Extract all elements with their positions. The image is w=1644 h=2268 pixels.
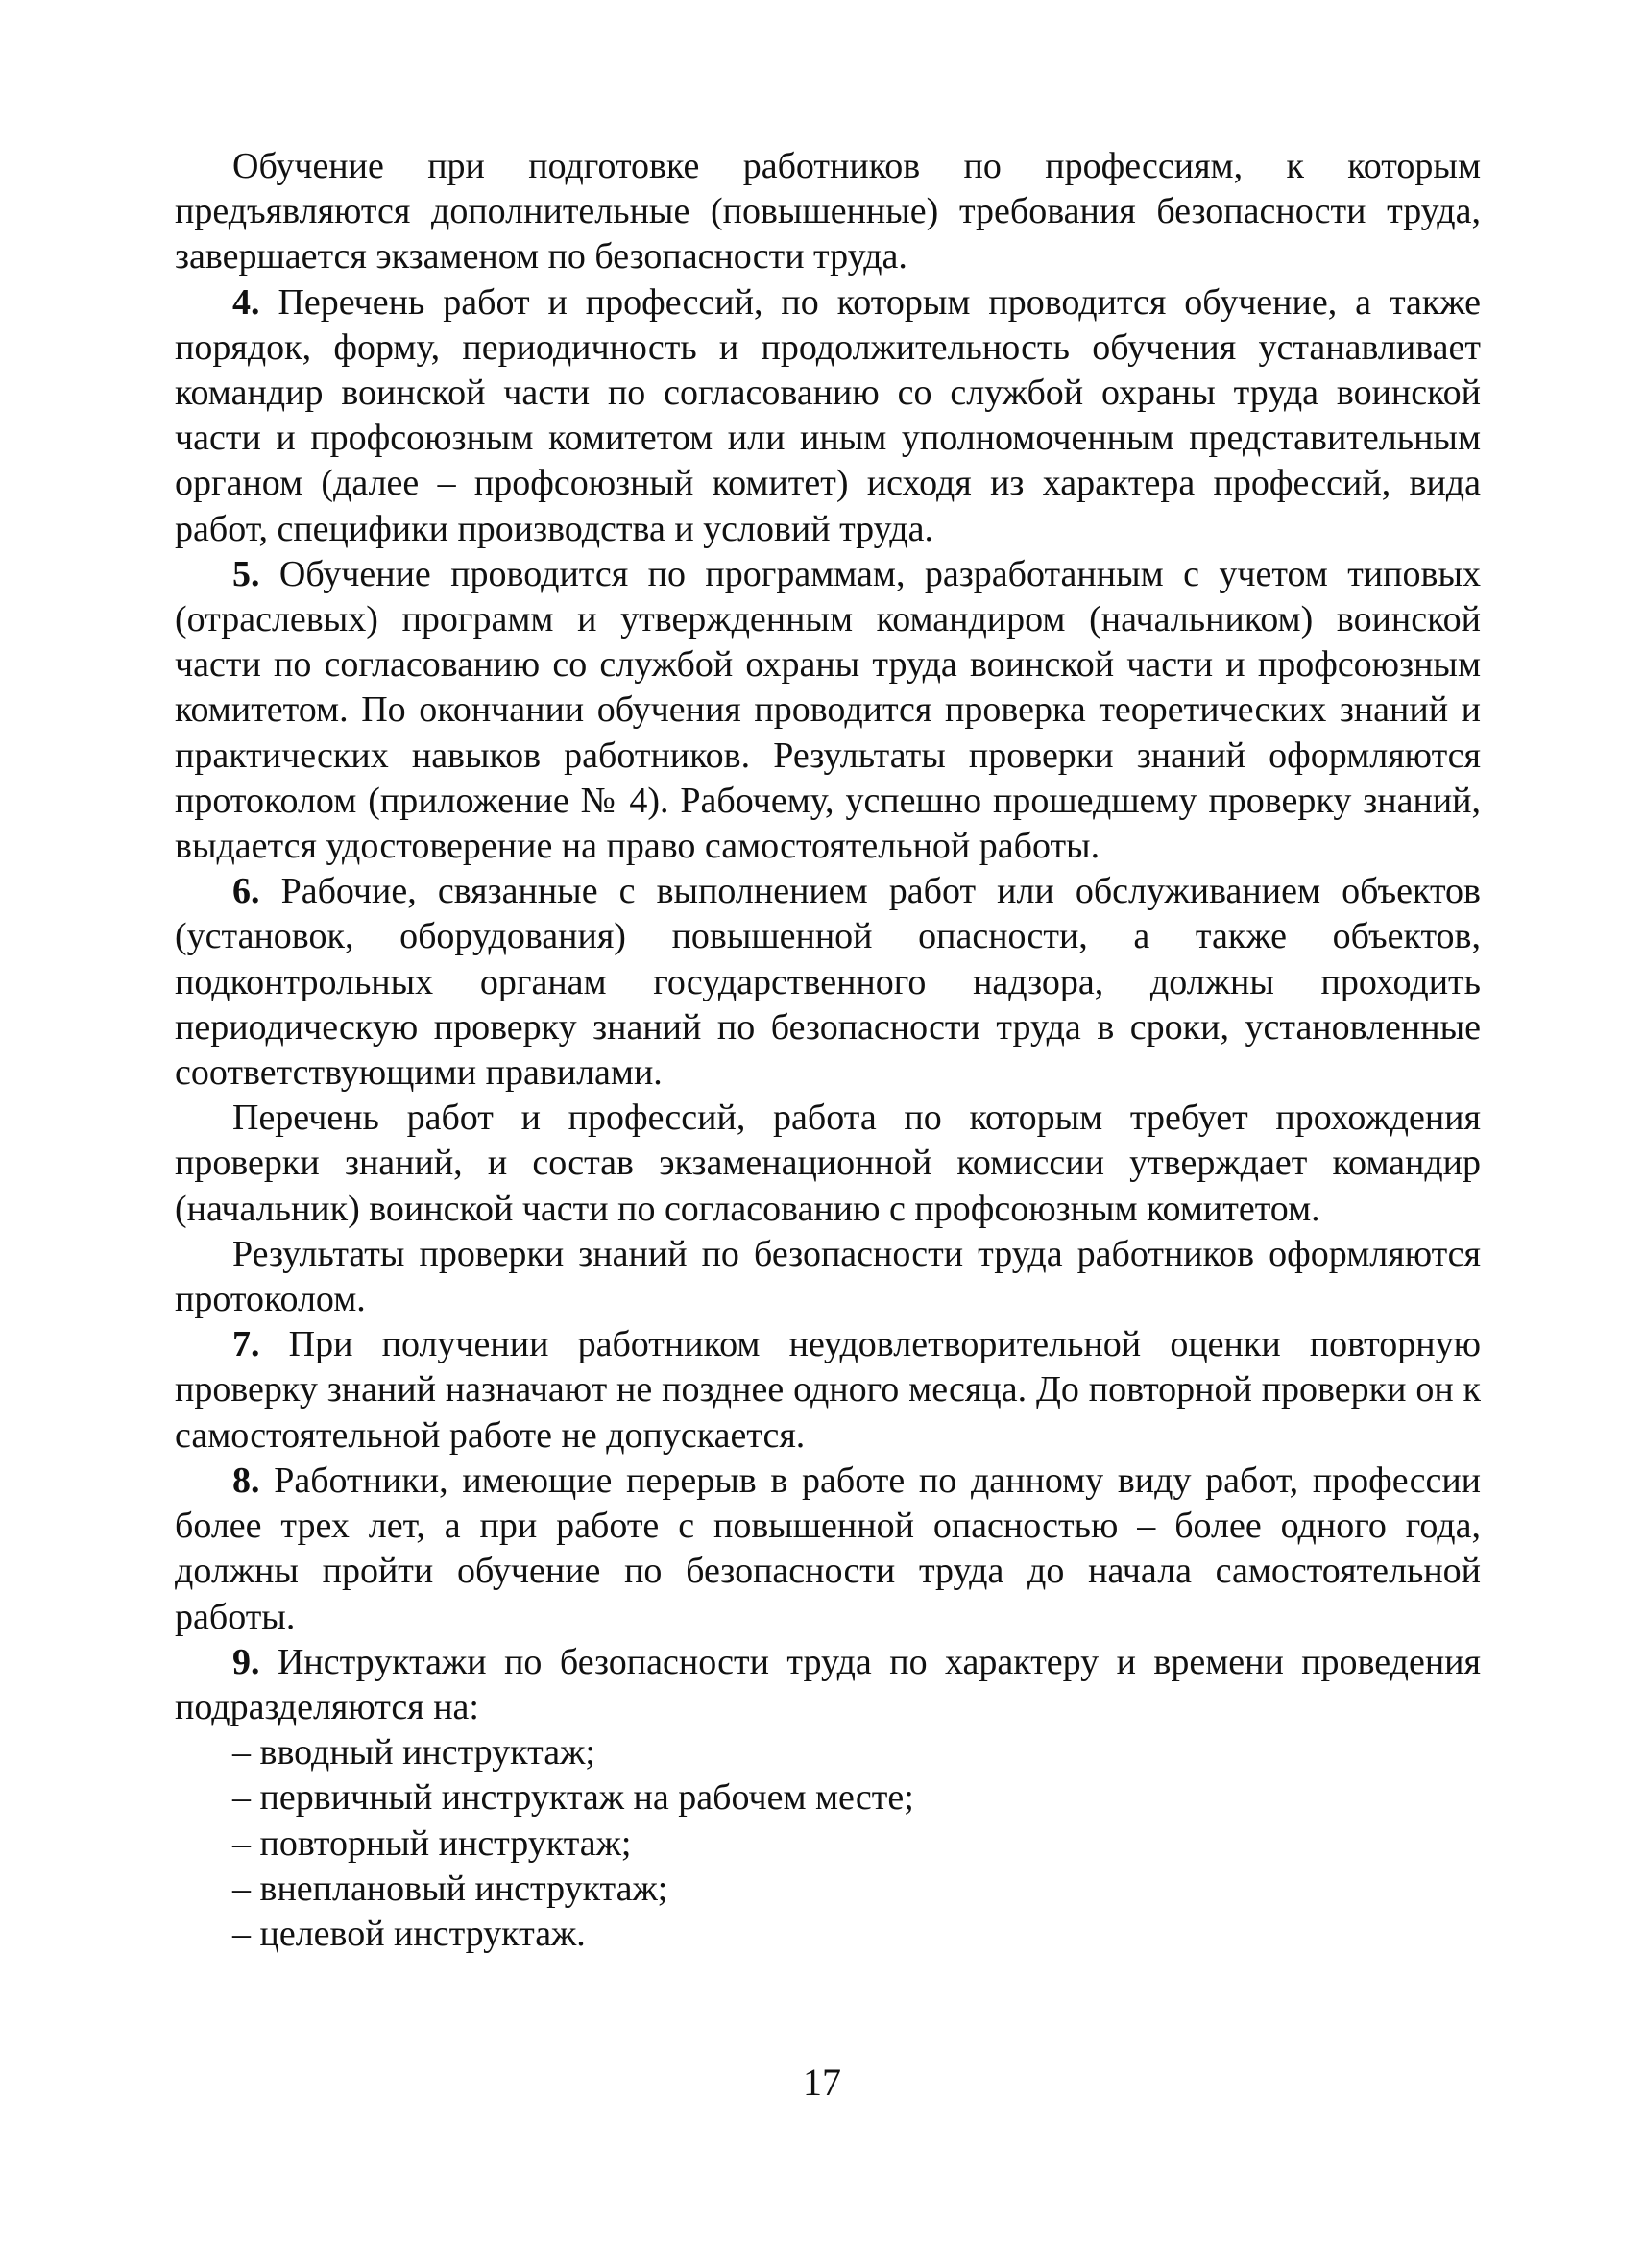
list-item: – повторный инструктаж; bbox=[232, 1822, 632, 1864]
paragraph-6 bbox=[175, 869, 1481, 1096]
paragraph-6-results bbox=[175, 1232, 1481, 1322]
body-text bbox=[175, 144, 1481, 1957]
paragraph-text: Перечень работ и профессий, по которым проводится обучение, а также порядок, форму, периодичность и продолжительность обучения устанавливает командир воинской части по согласованию со службой охраны труда воинской части и профсоюзным комитетом или иным уполномоченным представительным органом (далее – профсоюзный комитет) исходя из характера профессий, вида работ, специфики производства и условий труда. bbox=[175, 281, 1481, 549]
paragraph-number: 7. bbox=[232, 1324, 260, 1365]
paragraph-text: Рабочие, связанные с выполнением работ или обслуживанием объектов (установок, оборудования) повышенной опасности, а также объектов, подконтрольных органам государственного надзора, должны проходить периодическую проверку знаний по безопасности труда в сроки, установленные соответствующими правилами. bbox=[175, 871, 1481, 1094]
list-item: – первичный инструктаж на рабочем месте; bbox=[232, 1777, 914, 1819]
paragraph-number: 6. bbox=[232, 871, 260, 912]
paragraph-5 bbox=[175, 552, 1481, 869]
paragraph-text: Перечень работ и профессий, работа по которым требует прохождения проверки знаний, и состав экзаменационной комиссии утверждает командир (начальник) воинской части по согласованию с профсоюзным комитетом. bbox=[175, 1098, 1481, 1229]
paragraph-4 bbox=[175, 280, 1481, 552]
paragraph-6-list-of-works bbox=[175, 1096, 1481, 1232]
page-number: 17 bbox=[803, 2061, 841, 2104]
list-item: – вводный инструктаж; bbox=[232, 1732, 595, 1773]
paragraph-text: При получении работником неудовлетворительной оценки повторную проверку знаний назначают не позднее одного месяца. До повторной проверки он к самостоятельной работе не допускается. bbox=[175, 1324, 1481, 1456]
paragraph-number: 5. bbox=[232, 553, 260, 594]
paragraph-text: Инструктажи по безопасности труда по характеру и времени проведения подразделяются на: bbox=[175, 1641, 1481, 1727]
paragraph-number: 4. bbox=[232, 281, 260, 323]
briefing-types-list bbox=[175, 1730, 1481, 1957]
paragraph-text: Работники, имеющие перерыв в работе по данному виду работ, профессии более трех лет, а при работе с повышенной опасностью – более одного года, должны пройти обучение по безопасности труда до начала самостоятельной работы. bbox=[175, 1460, 1481, 1637]
paragraph-text: Обучение при подготовке работников по профессиям, к которым предъявляются дополнительные (повышенные) требования безопасности труда, завершается экзаменом по безопасности труда. bbox=[175, 146, 1481, 277]
paragraph-text: Обучение проводится по программам, разработанным с учетом типовых (отраслевых) программ и утвержденным командиром (начальником) воинской части по согласованию со службой охраны труда воинской части и профсоюзным комитетом. По окончании обучения проводится проверка теоретических знаний и практических навыков работников. Результаты проверки знаний оформляются протоколом (приложение № 4). Рабочему, успешно прошедшему проверку знаний, выдается удостоверение на право самостоятельной работы. bbox=[175, 553, 1481, 867]
paragraph-9 bbox=[175, 1640, 1481, 1730]
paragraph-text: Результаты проверки знаний по безопасности труда работников оформляются протоколом. bbox=[175, 1233, 1481, 1320]
paragraph-number: 9. bbox=[232, 1641, 260, 1682]
paragraph-intro bbox=[175, 144, 1481, 280]
paragraph-8 bbox=[175, 1459, 1481, 1640]
list-item: – целевой инструктаж. bbox=[232, 1913, 586, 1954]
paragraph-number: 8. bbox=[232, 1460, 260, 1501]
list-item: – внеплановый инструктаж; bbox=[232, 1868, 668, 1909]
paragraph-7 bbox=[175, 1322, 1481, 1459]
